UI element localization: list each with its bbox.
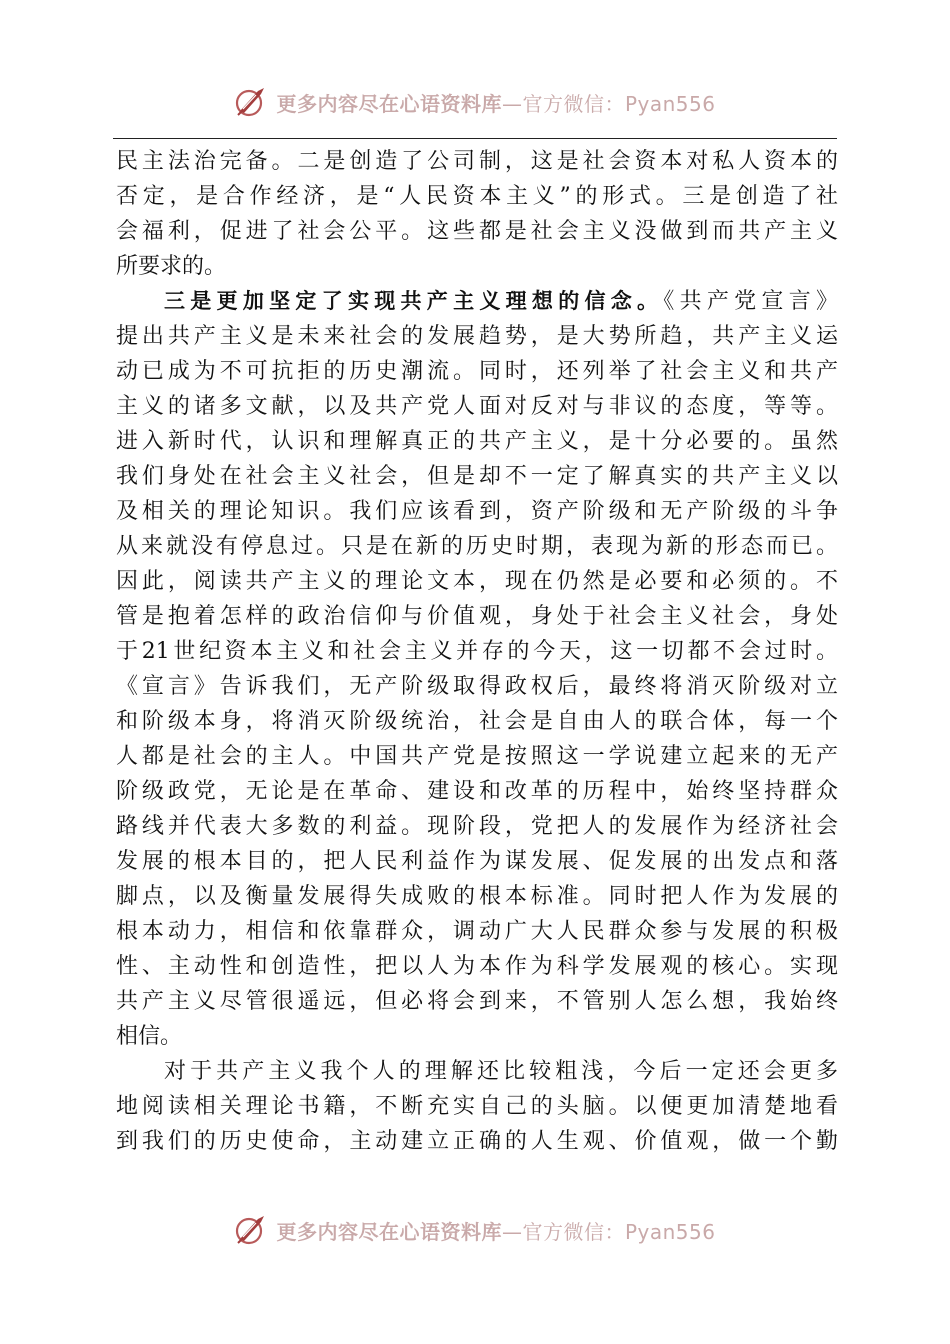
header-brand-text: 更多内容尽在心语资料库 <box>276 91 502 116</box>
text-line: 主义的诸多文献，以及共产党人面对反对与非议的态度，等等。 <box>116 394 838 419</box>
text-line: 从来就没有停息过。只是在新的历史时期，表现为新的形态而已。 <box>116 534 838 559</box>
footer-brand-text: 更多内容尽在心语资料库 <box>276 1219 502 1244</box>
text-line: 对于共产主义我个人的理解还比较粗浅，今后一定还会更多 <box>164 1059 838 1084</box>
text-line: 动已成为不可抗拒的历史潮流。同时，还列举了社会主义和共产 <box>116 359 838 384</box>
text-line: 管是抱着怎样的政治信仰与价值观，身处于社会主义社会，身处 <box>116 604 838 629</box>
text-line: 脚点，以及衡量发展得失成败的根本标准。同时把人作为发展的 <box>116 884 838 909</box>
paragraph-1 <box>116 144 838 284</box>
text-line: 地阅读相关理论书籍，不断充实自己的头脑。以便更加清楚地看 <box>116 1094 838 1119</box>
footer-wechat-text: 官方微信：Pyan556 <box>522 1219 716 1244</box>
footer-banner-text <box>276 1216 715 1245</box>
header-banner <box>0 82 950 122</box>
text-line: 路线并代表大多数的利益。现阶段，党把人的发展作为经济社会 <box>116 814 838 839</box>
text-line: 我们身处在社会主义社会，但是却不一定了解真实的共产主义以 <box>116 464 838 489</box>
text-line: 所要求的。 <box>116 254 227 279</box>
text-line: 和阶级本身，将消灭阶级统治，社会是自由人的联合体，每一个 <box>116 709 838 734</box>
text-line: 共产主义尽管很遥远，但必将会到来，不管别人怎么想，我始终 <box>116 989 838 1014</box>
header-rule <box>113 138 837 139</box>
text-line: 相信。 <box>116 1024 183 1049</box>
footer-dash: — <box>501 1219 523 1244</box>
text-line: 性、主动性和创造性，把以人为本作为科学发展观的核心。实现 <box>116 954 838 979</box>
text-line: 《宣言》告诉我们，无产阶级取得政权后，最终将消灭阶级对立 <box>116 674 838 699</box>
header-banner-text <box>276 88 715 117</box>
text-line: 民主法治完备。二是创造了公司制，这是社会资本对私人资本的 <box>116 149 838 174</box>
text-line: 发展的根本目的，把人民利益作为谋发展、促发展的出发点和落 <box>116 849 838 874</box>
text-line: 及相关的理论知识。我们应该看到，资产阶级和无产阶级的斗争 <box>116 499 838 524</box>
paragraph-3 <box>116 1054 838 1159</box>
paragraph-2 <box>116 284 838 1054</box>
text-line: 到我们的历史使命，主动建立正确的人生观、价值观，做一个勤 <box>116 1129 838 1154</box>
document-body <box>116 144 838 1159</box>
text-line: 因此，阅读共产主义的理论文本，现在仍然是必要和必须的。不 <box>116 569 838 594</box>
paragraph-2-first-rest: 《共产党宣言》 <box>663 289 838 314</box>
text-line: 进入新时代，认识和理解真正的共产主义，是十分必要的。虽然 <box>116 429 838 454</box>
header-dash: — <box>501 91 523 116</box>
text-line: 根本动力，相信和依靠群众，调动广大人民群众参与发展的积极 <box>116 919 838 944</box>
text-line: 于21世纪资本主义和社会主义并存的今天，这一切都不会过时。 <box>116 639 838 664</box>
pen-quill-logo-icon <box>234 85 268 119</box>
footer-banner <box>0 1210 950 1250</box>
text-line: 提出共产主义是未来社会的发展趋势，是大势所趋，共产主义运 <box>116 324 838 349</box>
text-line: 会福利，促进了社会公平。这些都是社会主义没做到而共产主义 <box>116 219 838 244</box>
pen-quill-logo-icon <box>234 1213 268 1247</box>
text-line: 阶级政党，无论是在革命、建设和改革的历程中，始终坚持群众 <box>116 779 838 804</box>
text-line: 人都是社会的主人。中国共产党是按照这一学说建立起来的无产 <box>116 744 838 769</box>
paragraph-2-lead-heading: 三是更加坚定了实现共产主义理想的信念。 <box>164 289 664 313</box>
paragraph-2-first-line <box>116 284 838 319</box>
header-wechat-text: 官方微信：Pyan556 <box>522 91 716 116</box>
text-line: 否定，是合作经济，是“人民资本主义”的形式。三是创造了社 <box>116 184 838 209</box>
